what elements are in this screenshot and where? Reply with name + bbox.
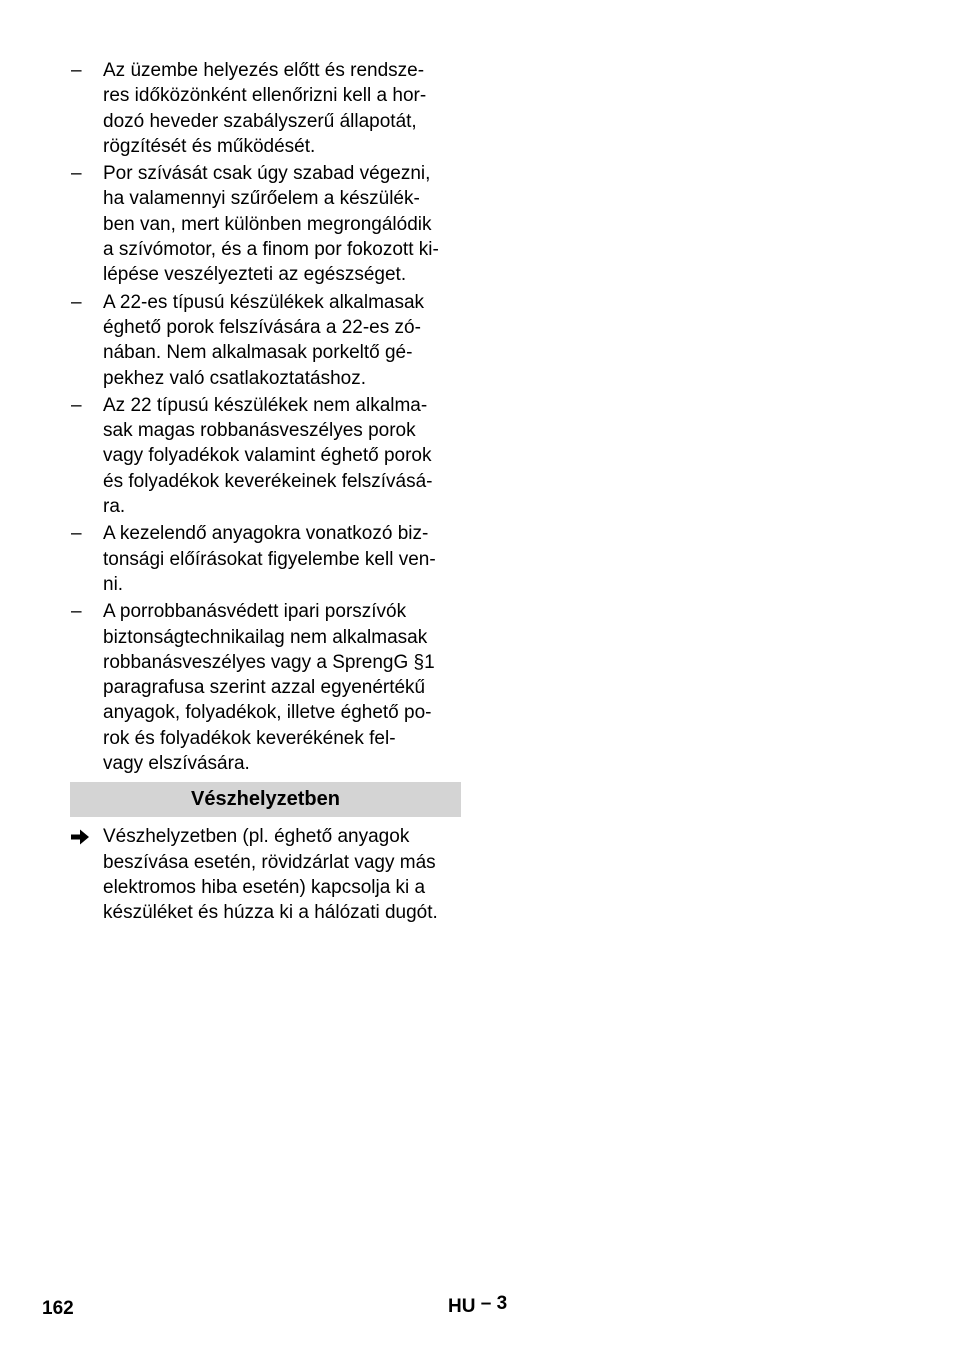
- text-line: Az üzembe helyezés előtt és rendsze-: [103, 60, 425, 81]
- text-line: Az 22 típusú készülékek nem alkalma-: [103, 394, 428, 416]
- bullet-item: [70, 161, 461, 287]
- text-line: és folyadékok keverékeinek felszívásá-: [103, 470, 433, 492]
- text-line: sak magas robbanásveszélyes porok: [103, 420, 416, 442]
- bullet-text: [103, 161, 461, 287]
- bullet-text: [103, 290, 461, 391]
- action-text: [103, 824, 461, 925]
- text-line: A 22-es típusú készülékek alkalmasak: [103, 291, 425, 313]
- text-line: éghető porok felszívására a 22-es zó-: [103, 316, 421, 338]
- safety-bullet-list: [70, 58, 461, 776]
- text-line: robbanásveszélyes vagy a SprengG §1: [103, 651, 435, 673]
- bullet-item: [70, 599, 461, 776]
- page-number: 162: [42, 1298, 74, 1319]
- dash-marker: –: [71, 523, 82, 545]
- text-line: készüléket és húzza ki a hálózati dugót.: [103, 902, 438, 924]
- dash-marker: –: [71, 60, 82, 81]
- text-line: paragrafusa szerint azzal egyenértékű: [103, 677, 426, 699]
- text-line: vagy elszívására.: [103, 753, 250, 775]
- text-line: pekhez való csatlakoztatáshoz.: [103, 367, 366, 389]
- text-line: tonsági előírásokat figyelembe kell ven-: [103, 548, 436, 570]
- text-line: a szívómotor, és a finom por fokozott ki-: [103, 239, 439, 261]
- text-line: Vészhelyzetben (pl. éghető anyagok: [103, 826, 410, 848]
- text-line: dozó heveder szabályszerű állapotát,: [103, 110, 417, 132]
- bullet-text: [103, 599, 461, 776]
- text-line: rögzítését és működését.: [103, 135, 316, 157]
- section-number-value: 3: [496, 1293, 508, 1314]
- text-line: ra.: [103, 496, 126, 518]
- bullet-item: [70, 393, 461, 519]
- text-line: ha valamennyi szűrőelem a készülék-: [103, 188, 420, 210]
- bullet-item: [70, 290, 461, 391]
- action-item: [70, 824, 461, 925]
- text-line: rok és folyadékok keverékének fel-: [103, 727, 396, 749]
- bullet-text: [103, 521, 461, 597]
- bullet-text: [103, 393, 461, 519]
- text-line: elektromos hiba esetén) kapcsolja ki a: [103, 876, 426, 898]
- dash-marker: –: [71, 394, 82, 416]
- dash-marker: –: [71, 601, 82, 623]
- text-line: A porrobbanásvédett ipari porszívók: [103, 601, 407, 623]
- bullet-text: [103, 58, 461, 159]
- section-heading-emergency: [70, 782, 461, 817]
- arrow-right-icon: [70, 824, 103, 849]
- text-line: ben van, mert különben megrongálódik: [103, 213, 432, 235]
- text-line: Por szívását csak úgy szabad végezni,: [103, 163, 431, 185]
- section-number: [481, 1293, 507, 1315]
- text-line: nában. Nem alkalmasak porkeltő gé-: [103, 342, 413, 364]
- dash-marker: –: [71, 291, 82, 313]
- text-line: res időközönként ellenőrizni kell a hor-: [103, 85, 427, 107]
- text-line: ni.: [103, 573, 124, 595]
- text-line: A kezelendő anyagokra vonatkozó biz-: [103, 523, 429, 545]
- bullet-item: [70, 58, 461, 159]
- language-section-label: [448, 1293, 508, 1318]
- dash-marker: –: [71, 163, 82, 185]
- text-line: biztonságtechnikailag nem alkalmasak: [103, 626, 428, 648]
- bullet-item: [70, 521, 461, 597]
- section-heading-text: Vészhelyzetben: [191, 788, 340, 811]
- text-line: lépése veszélyezteti az egészséget.: [103, 264, 407, 286]
- text-line: anyagok, folyadékok, illetve éghető po-: [103, 702, 432, 724]
- text-line: beszívása esetén, rövidzárlat vagy más: [103, 851, 436, 873]
- main-column: [70, 58, 461, 926]
- language-code: HU: [448, 1296, 476, 1317]
- separator: –: [480, 1293, 492, 1314]
- text-line: vagy folyadékok valamint éghető porok: [103, 445, 432, 467]
